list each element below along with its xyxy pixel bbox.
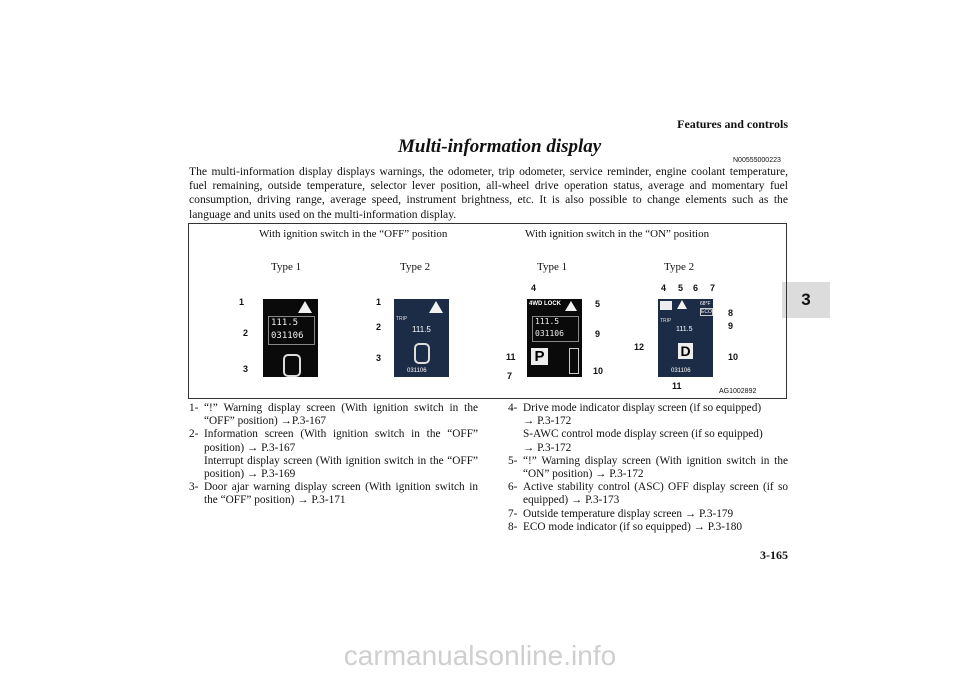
section-header: Features and controls <box>677 117 788 131</box>
doc-code: N00555000223 <box>733 157 781 164</box>
page-number: 3-165 <box>760 548 788 562</box>
list-item: 7- Outside temperature display screen → P.3-179 <box>508 507 734 520</box>
screen-on-type1: 4WD LOCK 111.5 031106 P <box>527 299 582 377</box>
warning-icon <box>677 300 687 309</box>
display-figure: With ignition switch in the “OFF” position With ignition switch in the “ON” position Type 1 Type 2 Type 1 Type 2 111.5 031106 TRIP 111.5 031106 4WD LOCK 111.5 031106 P 68°F ECO TRIP 111.5 D 031106 1 2 3 1 2 3 4 5 9 11 7 10 4 5 6 7 8 9 12 10 11 AG1002892 <box>188 223 787 399</box>
screen-off-type1: 111.5 031106 <box>263 299 318 377</box>
watermark[interactable]: carmanualsonline.info <box>343 640 617 671</box>
type1-label-on: Type 1 <box>537 261 568 273</box>
chapter-tab: 3 <box>782 282 830 318</box>
screen-off-type2: TRIP 111.5 031106 <box>394 299 449 377</box>
type2-label: Type 2 <box>400 261 431 273</box>
car-door-icon <box>414 343 430 364</box>
list-left <box>189 402 478 508</box>
list-item: 2- Information screen (With ignition switch in the “OFF” position) → P.3-167 Interrupt display screen (With ignition switch in the “OFF” position) → P.3-169 <box>189 428 478 481</box>
list-item: 5- “!” Warning display screen (With ignition switch in the “ON” position) → P.3-172 <box>508 454 788 481</box>
warning-icon <box>565 301 577 311</box>
caption-off: With ignition switch in the “OFF” position <box>259 228 448 240</box>
car-door-icon <box>283 354 301 377</box>
list-item: 1- “!” Warning display screen (With ignition switch in the “OFF” position) →P.3-167 <box>189 402 478 428</box>
fuel-gauge <box>569 348 579 374</box>
list-item: 6- Active stability control (ASC) OFF display screen (if so equipped) → P.3-173 <box>508 481 788 507</box>
caption-on: With ignition switch in the “ON” position <box>525 228 710 240</box>
warning-icon <box>429 301 443 313</box>
drive-mode-icon <box>660 301 672 310</box>
warning-icon <box>298 301 312 313</box>
page-title: Multi-information display <box>398 136 602 157</box>
list-item: 4- Drive mode indicator display screen (if so equipped) → P.3-172 S-AWC control mode display screen (if so equipped) → P.3-172 <box>508 402 763 454</box>
list-right <box>508 402 788 534</box>
type1-label: Type 1 <box>271 261 302 273</box>
figure-code: AG1002892 <box>719 388 757 395</box>
screen-on-type2: 68°F ECO TRIP 111.5 D 031106 <box>658 299 713 377</box>
intro-paragraph: The multi-information display displays warnings, the odometer, trip odometer, service reminder, engine coolant temperature, fuel remaining, outside temperature, selector lever position, all-wheel drive operation status, average and momentary fuel consumption, driving range, average speed, instrument brightness, etc. It is also possible to change elements such as the language and units used on the multi-information display. <box>189 165 788 221</box>
list-item: 3- Door ajar warning display screen (With ignition switch in the “OFF” position) → P.3-171 <box>189 481 478 507</box>
type2-label-on: Type 2 <box>664 261 695 273</box>
list-item: 8- ECO mode indicator (if so equipped) → P.3-180 <box>508 520 742 533</box>
